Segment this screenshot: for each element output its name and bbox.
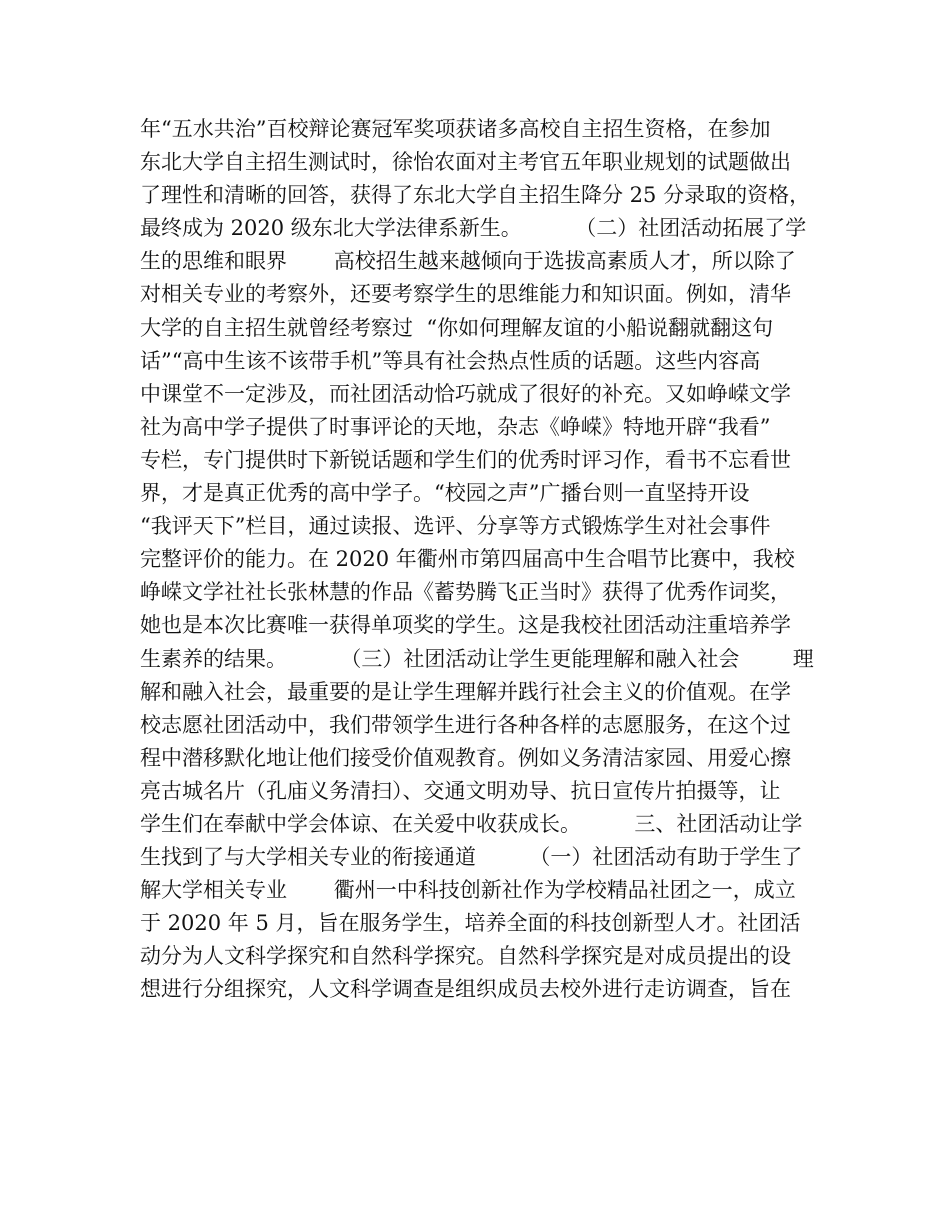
body-text [140,113,830,1007]
text-line: “我评天下”栏目，通过读报、选评、分享等方式锻炼学生对社会事件 [140,514,771,539]
text-line: 最终成为 2020 级东北大学法律系新生。 （二）社团活动拓展了学 [140,216,807,241]
text-line: 学生们在奉献中学会体谅、在关爱中收获成长。 三、社团活动让学 [140,811,803,836]
text-line: 她也是本次比赛唯一获得单项奖的学生。这是我校社团活动注重培养学 [140,613,791,638]
text-line: 想进行分组探究，人文科学调查是组织成员去校外进行走访调查，旨在 [140,977,791,1002]
text-line: 完整评价的能力。在 2020 年衢州市第四届高中生合唱节比赛中，我校 [140,547,795,572]
text-line: 动分为人文科学探究和自然科学探究。自然科学探究是对成员提出的设 [140,944,791,969]
text-line: 解大学相关专业 衢州一中科技创新社作为学校精品社团之一，成立 [140,878,796,903]
text-line: 了理性和清晰的回答，获得了东北大学自主招生降分 25 分录取的资格， [140,183,811,208]
text-line: 亮古城名片（孔庙义务清扫）、交通文明劝导、抗日宣传片拍摄等，让 [140,778,781,803]
text-line: 生找到了与大学相关专业的衔接通道 （一）社团活动有助于学生了 [140,845,803,870]
text-line: 对相关专业的考察外，还要考察学生的思维能力和知识面。例如，清华 [140,282,791,307]
text-line: 程中潜移默化地让他们接受价值观教育。例如义务清洁家园、用爱心擦 [140,745,791,770]
text-line: 生的思维和眼界 高校招生越来越倾向于选拔高素质人才，所以除了 [140,249,796,274]
text-line: 社为高中学子提供了时事评论的天地，杂志《峥嵘》特地开辟“我看” [140,414,771,439]
text-line: 峥嵘文学社社长张林慧的作品《蓄势腾飞正当时》获得了优秀作词奖， [140,580,791,605]
text-line: 话”“高中生该不该带手机”等具有社会热点性质的话题。这些内容高 [140,348,761,373]
text-line: 中课堂不一定涉及，而社团活动恰巧就成了很好的补充。又如峥嵘文学 [140,381,791,406]
text-line: 解和融入社会，最重要的是让学生理解并践行社会主义的价值观。在学 [140,679,791,704]
text-line: 校志愿社团活动中，我们带领学生进行各种各样的志愿服务，在这个过 [140,712,791,737]
text-line: 界，才是真正优秀的高中学子。“校园之声”广播台则一直坚持开设 [140,481,750,506]
text-line: 于 2020 年 5 月，旨在服务学生，培养全面的科技创新型人才。社团活 [140,911,801,936]
text-line: 大学的自主招生就曾经考察过 “你如何理解友谊的小船说翻就翻这句 [140,315,774,340]
text-line: 专栏，专门提供时下新锐话题和学生们的优秀时评习作，看书不忘看世 [140,447,791,472]
text-line: 东北大学自主招生测试时，徐怡农面对主考官五年职业规划的试题做出 [140,150,791,175]
text-line: 年“五水共治”百校辩论赛冠军奖项获诸多高校自主招生资格，在参加 [140,117,771,141]
text-line: 生素养的结果。 （三）社团活动让学生更能理解和融入社会 理 [140,646,814,671]
